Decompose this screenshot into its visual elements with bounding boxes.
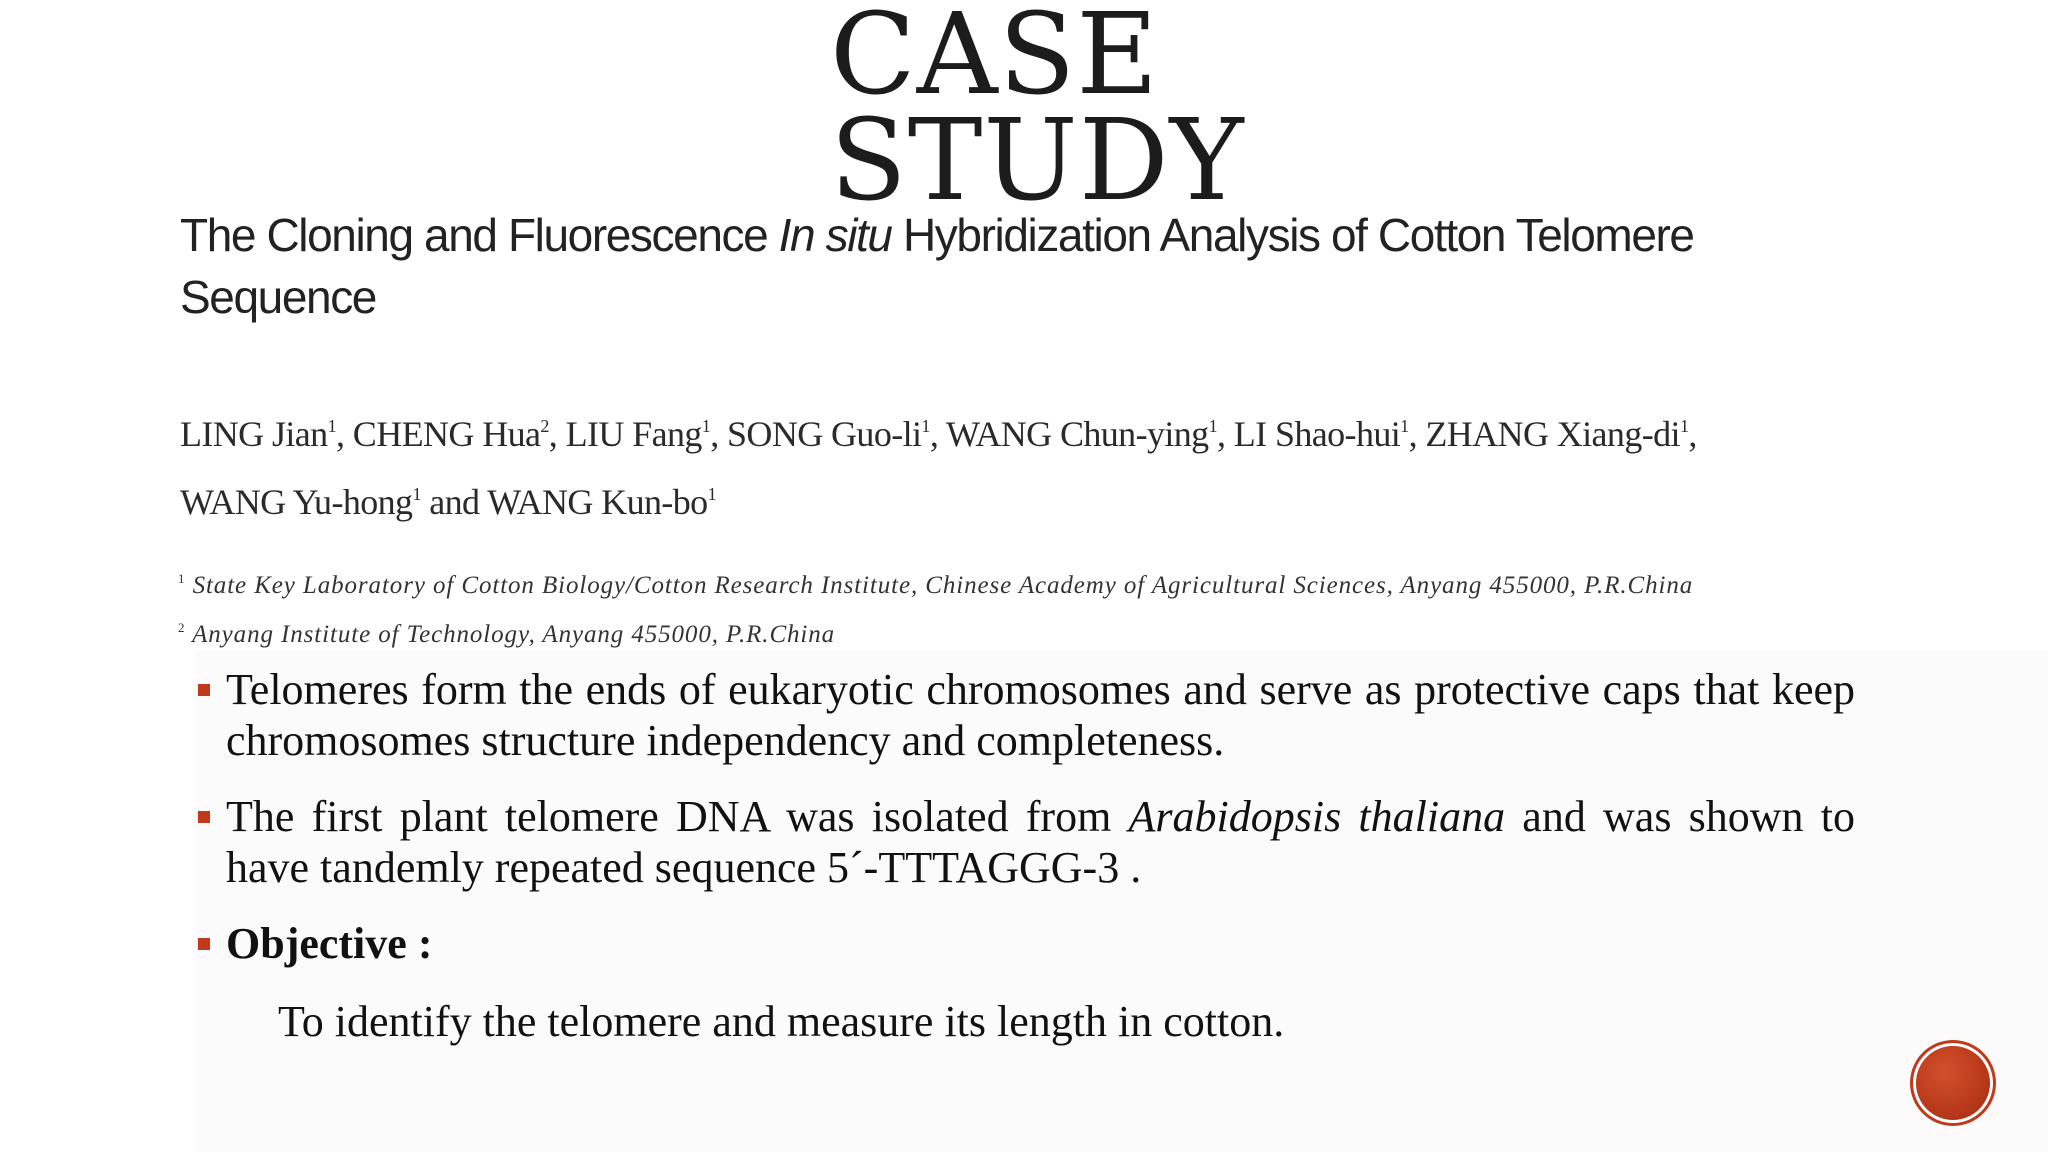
author-affiliation-mark: 1	[1400, 416, 1409, 436]
author-name: LIU Fang	[565, 414, 702, 454]
paper-title	[180, 204, 1880, 328]
author	[566, 414, 727, 454]
author	[1425, 414, 1696, 454]
author-name: CHENG Hua	[352, 414, 541, 454]
paper-title-part-1: The Cloning and Fluorescence	[180, 209, 779, 261]
author-affiliation-mark: 1	[327, 416, 336, 436]
author-name: SONG Guo-li	[727, 414, 922, 454]
affiliation-text: Anyang Institute of Technology, Anyang 455000, P.R.China	[192, 621, 836, 648]
square-bullet-icon	[198, 684, 210, 696]
author	[180, 482, 487, 522]
affiliation-text: State Key Laboratory of Cotton Biology/Cotton Research Institute, Chinese Academy of Agricultural Sciences, Anyang 455000, P.R.China	[192, 572, 1694, 599]
affiliation	[178, 607, 1878, 656]
affiliation-list	[178, 558, 1878, 656]
bullet-text: Telomeres form the ends of eukaryotic chromosomes and serve as protective caps that keep chromosomes structure independency and completeness.	[226, 665, 1855, 765]
author	[727, 414, 946, 454]
author-separator: and	[420, 482, 488, 522]
circle-button-icon[interactable]	[1916, 1046, 1990, 1120]
author	[180, 414, 353, 454]
square-bullet-icon	[198, 811, 210, 823]
author-separator: ,	[1408, 414, 1426, 454]
author-separator: ,	[1216, 414, 1234, 454]
author-affiliation-mark: 1	[707, 484, 716, 504]
author-name: LING Jian	[180, 414, 328, 454]
author-separator: ,	[1688, 414, 1697, 454]
objective-text: To identify the telomere and measure its length in cotton.	[278, 997, 1285, 1046]
author-affiliation-mark: 1	[921, 416, 930, 436]
bullet-item	[195, 664, 1855, 766]
species-name: Arabidopsis thaliana	[1128, 792, 1506, 841]
square-bullet-icon	[198, 938, 210, 950]
author-name: WANG Chun-ying	[945, 414, 1209, 454]
author-name: LI Shao-hui	[1233, 414, 1401, 454]
author-affiliation-mark: 1	[1208, 416, 1217, 436]
author-separator: ,	[929, 414, 946, 454]
bullet-item	[195, 791, 1855, 893]
author	[353, 414, 566, 454]
author-separator: ,	[335, 414, 353, 454]
affiliation-number: 2	[178, 620, 186, 635]
slide-title-line-1: CASE	[830, 0, 1160, 120]
bullet-text-before: The first plant telomere DNA was isolated from	[226, 792, 1129, 841]
affiliation-number: 1	[178, 571, 186, 586]
affiliation	[178, 558, 1878, 607]
slide-title	[830, 0, 1430, 226]
paper-title-italic: In situ	[778, 209, 892, 261]
author-name: WANG Kun-bo	[487, 482, 708, 522]
author-name: ZHANG Xiang-di	[1425, 414, 1680, 454]
bullet-item	[195, 918, 1855, 969]
author-affiliation-mark: 1	[1679, 416, 1689, 436]
author-affiliation-mark: 1	[701, 416, 711, 436]
bullet-list	[195, 664, 1855, 994]
objective-label: Objective :	[226, 919, 433, 968]
paper-title-part-2: Hybridization Analysis of Cotton Telomere Sequence	[180, 209, 1694, 323]
author-separator: ,	[710, 414, 727, 454]
author	[1234, 414, 1426, 454]
author-name: WANG Yu-hong	[180, 482, 413, 522]
author	[946, 414, 1234, 454]
author-affiliation-mark: 2	[540, 416, 549, 436]
slide-title-line-2: STUDY	[830, 96, 1245, 226]
author-list	[180, 396, 1880, 532]
author-affiliation-mark: 1	[412, 484, 421, 504]
author	[487, 482, 716, 522]
bullet-text-after: and was shown to have tandemly repeated sequence 5´-TTTAGGG-3 .	[226, 792, 1855, 892]
author-separator: ,	[548, 414, 566, 454]
